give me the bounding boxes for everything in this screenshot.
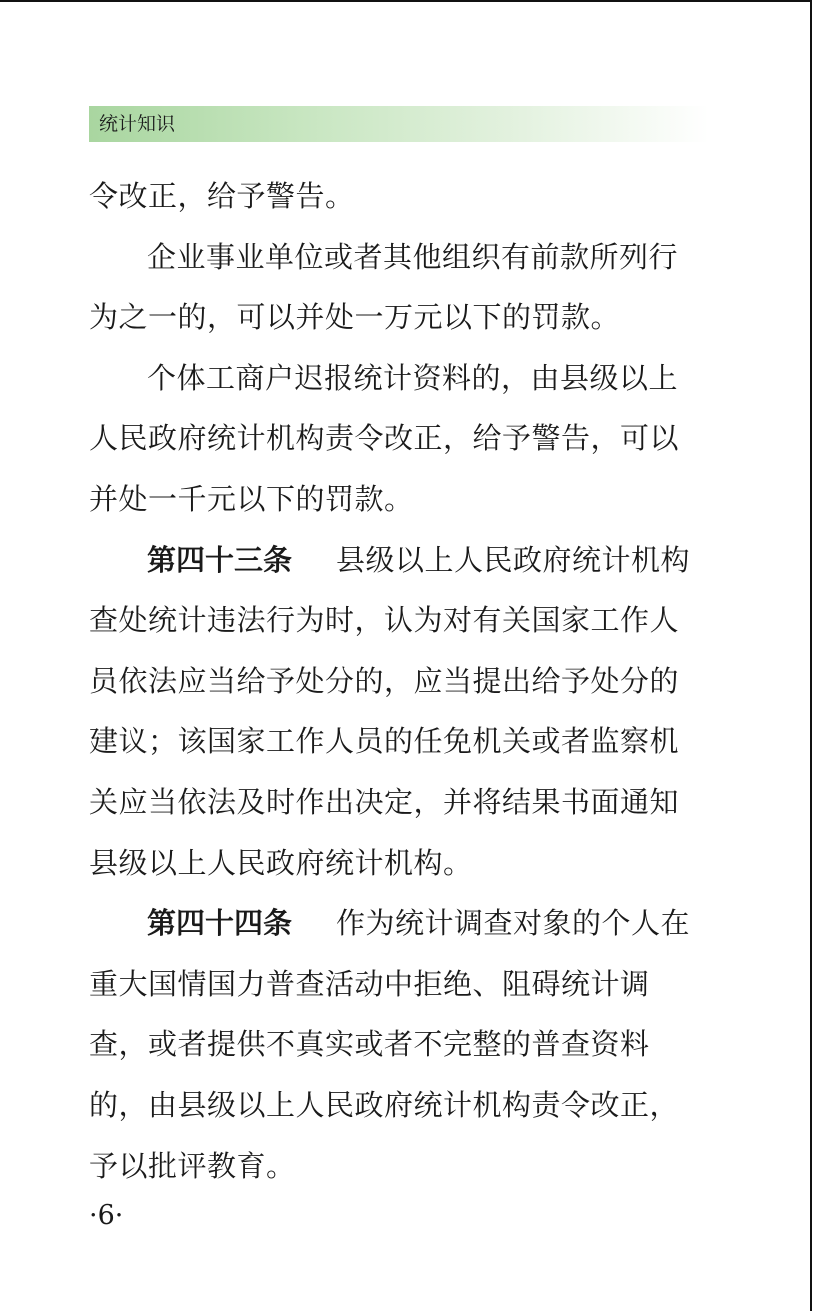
text-line: 令改正，给予警告。 xyxy=(89,179,355,213)
text-span: 县级以上人民政府统计机构 xyxy=(336,542,691,577)
text-line: 为之一的，可以并处一万元以下的罚款。 xyxy=(89,300,621,335)
text-line: 县级以上人民政府统计机构。 xyxy=(89,845,473,880)
text-line: 建议；该国家工作人员的任免机关或者监察机 xyxy=(89,724,680,759)
page-number: ·6· xyxy=(89,1200,124,1231)
text-line: 的，由县级以上人民政府统计机构责令改正， xyxy=(89,1087,680,1122)
section-header-band xyxy=(89,106,709,142)
text-span: 作为统计调查对象的个人在 xyxy=(336,906,691,941)
text-line: 个体工商户迟报统计资料的，由县级以上 xyxy=(147,360,679,395)
text-line: 重大国情国力普查活动中拒绝、阻碍统计调 xyxy=(89,966,650,1001)
text-line: 查处统计违法行为时，认为对有关国家工作人 xyxy=(89,603,680,638)
article-44-title: 第四十四条 xyxy=(147,906,293,941)
text-line: 并处一千元以下的罚款。 xyxy=(89,481,414,516)
text-line: 关应当依法及时作出决定，并将结果书面通知 xyxy=(89,784,680,819)
text-line: 查，或者提供不真实或者不完整的普查资料 xyxy=(89,1027,650,1062)
page-border-top xyxy=(0,0,812,2)
article-43-title: 第四十三条 xyxy=(147,542,293,577)
text-line: 企业事业单位或者其他组织有前款所列行 xyxy=(147,239,679,274)
page-border-right xyxy=(810,0,812,1311)
article-43-first-line xyxy=(89,530,729,591)
section-header-label: 统计知识 xyxy=(99,113,176,135)
text-line: 人民政府统计机构责令改正，给予警告，可以 xyxy=(89,421,680,456)
article-44-first-line xyxy=(89,893,729,954)
text-line: 员依法应当给予处分的，应当提出给予处分的 xyxy=(89,663,680,698)
text-line: 予以批评教育。 xyxy=(89,1148,296,1183)
document-body xyxy=(89,166,729,1196)
